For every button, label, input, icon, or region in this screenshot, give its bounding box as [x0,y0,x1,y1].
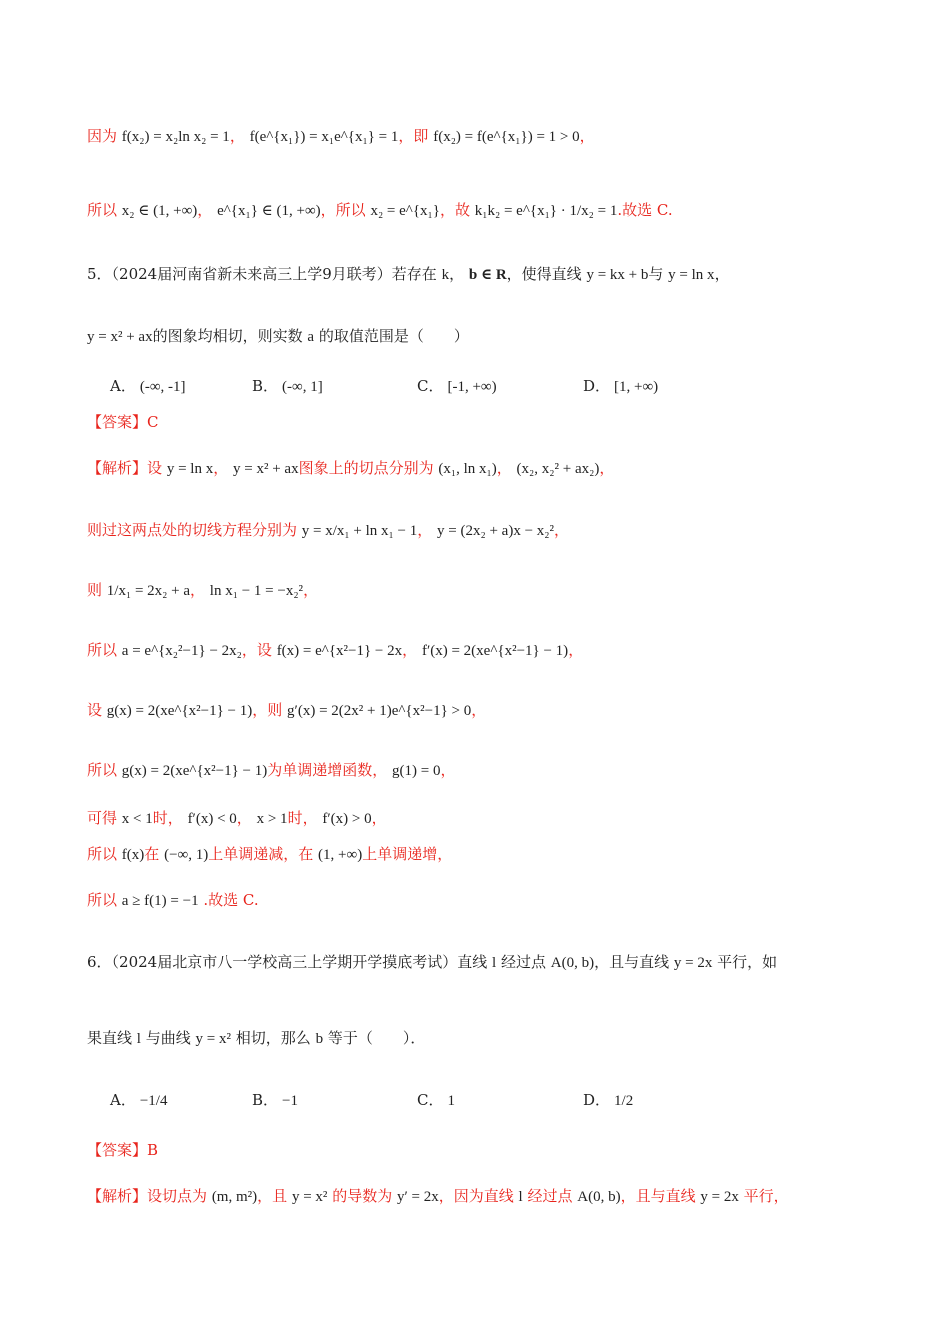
text: 相切，那么 [235,1029,311,1047]
text: ， [714,265,730,283]
math-expression: (x₁, ln x₁) [438,461,497,477]
text: 直线 [457,953,488,971]
text: ， [371,809,387,827]
text: ， [303,581,319,599]
math-expression: f(x₂) = f(e^{x₁}) = 1 > 0 [433,129,580,145]
text: ， [496,459,512,477]
math-expression: f(x₂) = x₂ln x₂ = 1 [121,129,230,145]
text: ， [449,265,465,283]
text: ，故 [439,201,470,219]
text: ， [417,521,433,539]
math-expression: A(0, b) [577,1189,621,1205]
math-expression: l [518,1189,523,1205]
analysis-line [87,126,595,147]
math-expression: (m, m²) [211,1189,258,1205]
text: .故选 C. [617,201,673,219]
option-value: (-∞, -1] [139,379,186,395]
math-expression: y = ln x [166,461,214,477]
text: ， [402,641,418,659]
math-expression: e^{x₁} ∈ (1, +∞) [217,203,321,219]
analysis-line [87,760,456,781]
math-expression: ln x₁ − 1 = −x₂² [209,583,304,599]
option-label: C． [417,1091,444,1109]
option-value: −1/4 [139,1093,168,1109]
text: 与 [648,265,664,283]
math-expression: f′(x) = 2(xe^{x²−1} − 1) [421,643,569,659]
analysis-line [87,844,452,865]
question-5-stem [87,264,730,285]
option-b[interactable] [252,1090,298,1111]
analysis-tag: 【解析】 [87,1187,148,1205]
analysis-line [87,200,673,221]
math-expression: f(x) [121,847,145,863]
answer-line [87,1140,158,1160]
text: 与曲线 [145,1029,191,1047]
answer-value: B [147,1141,159,1159]
text: 设 [87,701,103,719]
option-c[interactable] [417,1090,455,1111]
answer-value: C [147,413,159,431]
math-expression: k₁k₂ = e^{x₁} · 1/x₂ = 1 [474,203,618,219]
analysis-line [87,890,259,911]
math-expression: a ≥ f(1) = −1 [121,893,199,909]
option-label: A． [110,377,136,395]
math-expression: y = ln x [668,267,715,283]
text: ， [568,641,584,659]
math-expression: y = x² [195,1031,232,1047]
text: ， [440,761,456,779]
text: ，且与直线 [620,1187,696,1205]
text: 因为 [87,127,118,145]
text: 所以 [87,891,118,909]
text: ，且 [257,1187,288,1205]
math-expression: (1, +∞) [318,847,363,863]
text: 的取值范围是（ ） [318,327,469,345]
text: ， [213,459,229,477]
text: 为单调递增函数， [267,761,388,779]
option-label: A． [110,1091,136,1109]
text: 的导数为 [332,1187,393,1205]
math-expression: g(1) = 0 [392,763,441,779]
text: 经过点 [500,953,546,971]
option-label: B． [252,377,279,395]
math-expression: y = x/x₁ + ln x₁ − 1 [301,523,418,539]
question-source: （2024届河南省新未来高三上学9月联考） [111,265,392,283]
math-expression: g(x) = 2(xe^{x²−1} − 1) [106,703,253,719]
text: 的图象均相切，则实数 [152,327,303,345]
text: 平行，如 [717,953,778,971]
option-c[interactable] [417,376,497,397]
analysis-tag: 【解析】 [87,459,148,477]
math-expression: k [441,267,450,283]
analysis-line [87,1186,789,1207]
math-expression: b ∈ R [468,267,507,283]
text: 果直线 [87,1029,133,1047]
text: ，所以 [320,201,366,219]
math-expression: l [492,955,497,971]
option-d[interactable] [583,1090,633,1111]
math-expression: x₂ ∈ (1, +∞) [121,203,198,219]
math-expression: a = e^{x₂²−1} − 2x₂ [121,643,242,659]
text: 则 [87,581,103,599]
text: 设切点为 [147,1187,208,1205]
text: 设 [147,459,163,477]
text: 所以 [87,761,118,779]
option-value: 1 [447,1093,455,1109]
text: 平行， [743,1187,789,1205]
text: 等于（ ）． [327,1029,426,1047]
math-expression: y = (2x₂ + a)x − x₂² [437,523,555,539]
text: ，则 [252,701,283,719]
text: 所以 [87,641,118,659]
question-number: 6． [87,953,112,971]
question-5-stem-cont [87,326,469,347]
math-expression: g(x) = 2(xe^{x²−1} − 1) [121,763,268,779]
text: 若存在 [391,265,437,283]
math-expression: f(x) = e^{x²−1} − 2x [276,643,403,659]
text: ， [599,459,615,477]
math-expression: f′(x) > 0 [322,811,372,827]
text: .故选 C. [203,891,259,909]
math-expression: 1/x₁ = 2x₂ + a [106,583,190,599]
option-a[interactable] [110,376,186,397]
text: 经过点 [527,1187,573,1205]
math-expression: y′ = 2x [396,1189,439,1205]
text: 图象上的切点分别为 [298,459,434,477]
text: ， [190,581,206,599]
text: ，即 [398,127,429,145]
math-expression: g′(x) = 2(2x² + 1)e^{x²−1} > 0 [287,703,472,719]
math-expression: y = 2x [700,1189,739,1205]
option-value: [1, +∞) [614,379,659,395]
text: ， [236,809,252,827]
answer-tag: 【答案】 [87,1141,148,1159]
text: 上单调递减，在 [208,845,314,863]
math-expression: y = 2x [673,955,713,971]
question-6-stem-cont [87,1028,425,1049]
math-expression: y = x² + ax [87,329,153,345]
answer-tag: 【答案】 [87,413,148,431]
text: 可得 [87,809,118,827]
question-source: （2024届北京市八一学校高三上学期开学摸底考试） [111,953,458,971]
text: 时， [152,809,183,827]
math-expression: A(0, b) [550,955,595,971]
analysis-line [87,808,387,829]
math-expression: f(e^{x₁}) = x₁e^{x₁} = 1 [249,129,399,145]
text: ，设 [241,641,272,659]
text: ， [554,521,570,539]
answer-line [87,412,159,432]
text: ， [579,127,595,145]
analysis-line [87,640,583,661]
math-expression: y = x² [291,1189,328,1205]
option-label: C． [417,377,444,395]
question-6-stem [87,952,777,973]
option-d[interactable] [583,376,658,397]
math-expression: b [315,1031,324,1047]
option-value: −1 [282,1093,298,1109]
analysis-line [87,580,318,601]
analysis-line [87,700,486,721]
math-expression: (x₂, x₂² + ax₂) [516,461,600,477]
text: 时， [287,809,318,827]
analysis-line [87,520,569,541]
option-value: 1/2 [614,1093,634,1109]
math-expression: x₂ = e^{x₁} [370,203,440,219]
text: 上单调递增， [362,845,453,863]
text: ， [471,701,487,719]
math-expression: (−∞, 1) [164,847,209,863]
option-label: B． [252,1091,279,1109]
math-expression: a [307,329,315,345]
option-a[interactable] [110,1090,167,1111]
option-value: (-∞, 1] [282,379,323,395]
option-value: [-1, +∞) [447,379,497,395]
text: ， [229,127,245,145]
math-expression: x < 1 [121,811,153,827]
option-b[interactable] [252,376,323,397]
text: ，因为直线 [438,1187,514,1205]
text: 所以 [87,845,118,863]
math-expression: y = kx + b [586,267,649,283]
text: 在 [144,845,160,863]
text: 所以 [87,201,118,219]
math-expression: f′(x) < 0 [187,811,237,827]
math-expression: l [136,1031,141,1047]
analysis-line [87,458,614,479]
text: 则过这两点处的切线方程分别为 [87,521,298,539]
option-label: D． [583,377,611,395]
math-expression: y = x² + ax [233,461,299,477]
text: ，且与直线 [594,953,670,971]
question-number: 5． [87,265,112,283]
text: ， [197,201,213,219]
math-expression: x > 1 [256,811,288,827]
option-label: D． [583,1091,611,1109]
text: ，使得直线 [506,265,582,283]
